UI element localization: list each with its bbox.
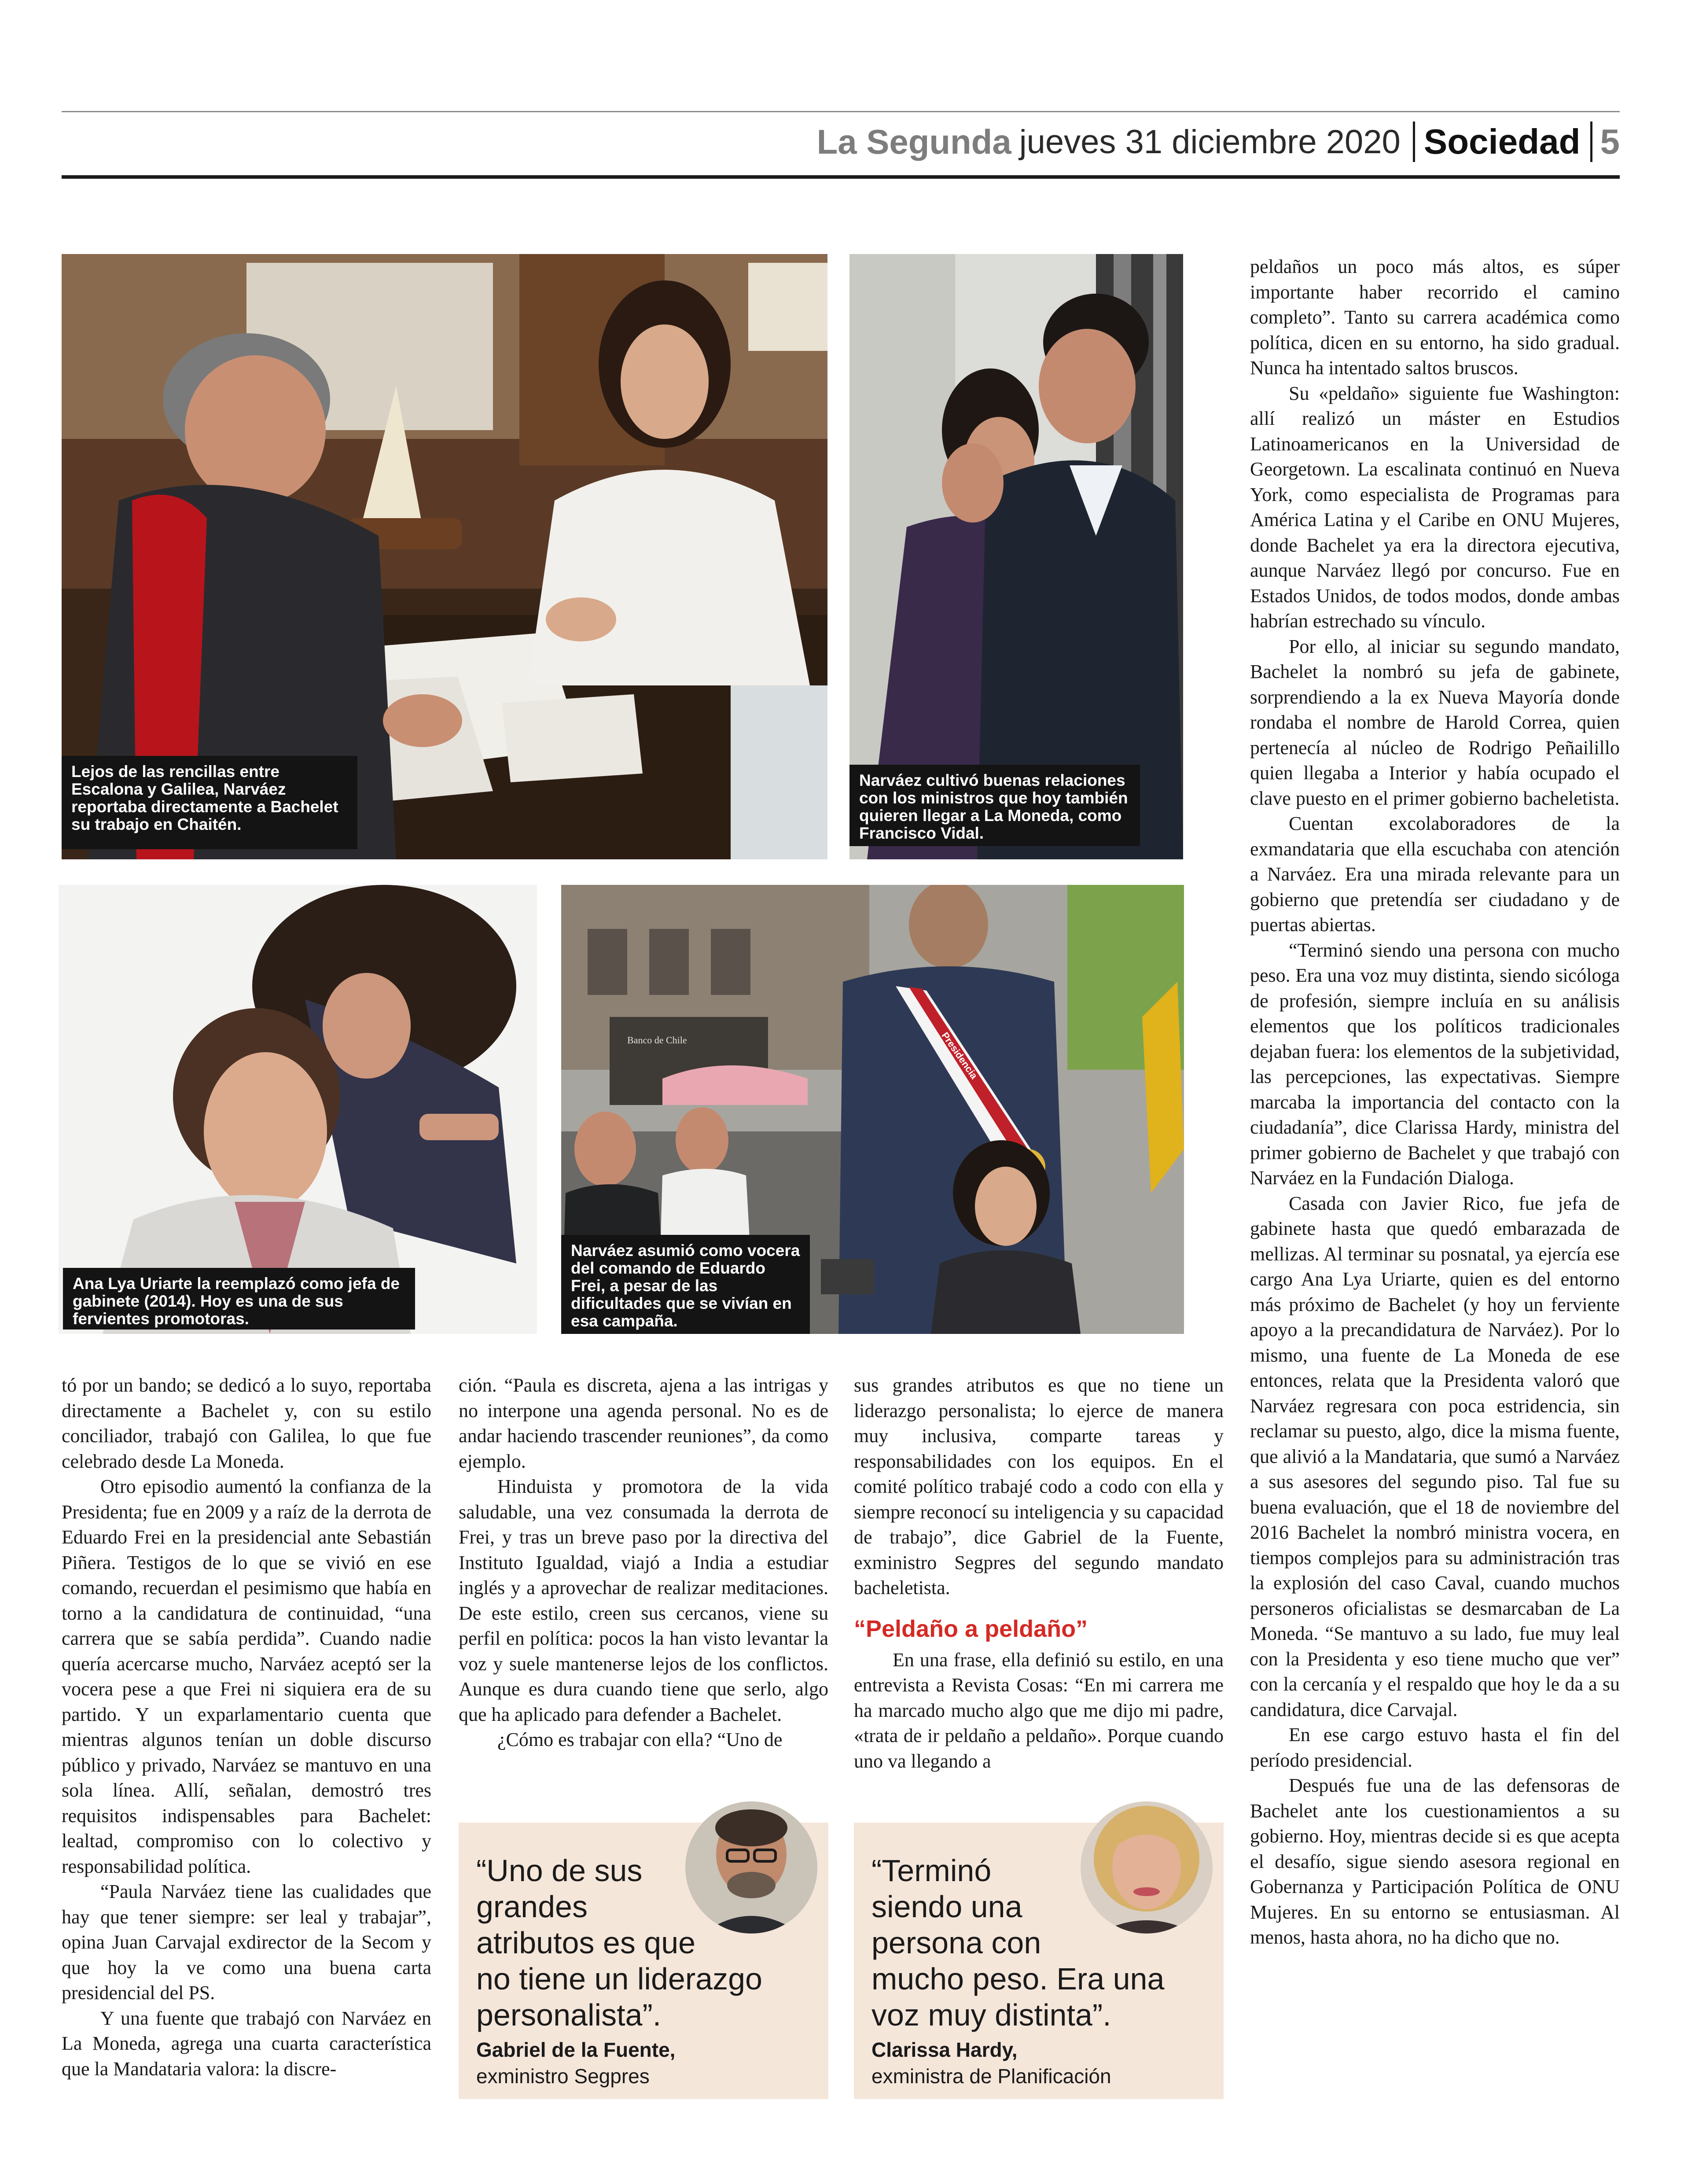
header-divider (1413, 122, 1415, 162)
sash-text: Presidencia (939, 1030, 980, 1081)
quote-line: voz muy distinta”. (871, 1998, 1111, 2032)
paragraph: sus grandes atributos es que no tiene un liderazgo personalista; lo ejerce de manera muy inclusiva, comparte tareas y responsabilidades con los equipos. En el comité político trabajé codo a codo con ella y siempre reconocí su inteligencia y su capacidad de trabajo”, dice Gabriel de la Fuente, exministro Segpres del segundo mandato bacheletista. (854, 1374, 1224, 1598)
paragraph: “Terminó siendo una persona con mucho peso. Era una voz muy distinta, siendo sicóloga de profesión, siempre incluía en su análisis elementos que los políticos tradicionales dejaban fuera: los elementos de la subjetividad, las percepciones, las expectativas. Siempre marcaba la importancia del contacto con la ciudadanía”, dice Clarissa Hardy, ministra del primer gobierno de Bachelet y que trabajó con Narváez en la Fundación Dialoga. (1250, 939, 1620, 1189)
paragraph: Hinduista y promotora de la vida saludable, una vez consumada la derrota de Frei, y tras un breve paso por la directiva del Instituto Igualdad, viajó a India a estudiar inglés y a aprovechar de realizar meditaciones. De este estilo, creen sus cercanos, viene su perfil en política: pocos la han visto levantar la voz y suele mantenerse lejos de los conflictos. Aunque es dura cuando tiene que serlo, algo que ha aplicado para defender a Bachelet. (459, 1476, 828, 1725)
pull-quote-de-la-fuente (459, 1823, 828, 2099)
photo-vidal-embrace (849, 254, 1183, 859)
quote-line: “Uno de sus (476, 1853, 643, 1888)
page-number: 5 (1600, 122, 1620, 161)
quote-author-role: exministra de Planificación (871, 2065, 1111, 2088)
quote-line: personalista”. (476, 1998, 662, 2032)
quote-line: “Terminó (871, 1853, 992, 1888)
photo-caption: Narváez asumió como vocera del comando de Eduardo Frei, a pesar de las dificultades que se vivían en esa campaña. (561, 1235, 810, 1334)
photo-caption: Lejos de las rencillas entre Escalona y Galilea, Narváez reportaba directamente a Bachelet su trabajo en Chaitén. (62, 756, 357, 849)
photo-frei-campaign (561, 885, 1184, 1334)
quote-author: Clarissa Hardy, (871, 2038, 1018, 2061)
newspaper-name: La Segunda (816, 122, 1011, 161)
header-rule-top (62, 111, 1620, 112)
header-rule-bottom (62, 175, 1620, 179)
article-column-4 (1250, 254, 1620, 1950)
quote-line: grandes (476, 1889, 588, 1924)
paragraph: ¿Cómo es trabajar con ella? “Uno de (497, 1729, 783, 1750)
photo-chaiten-meeting (62, 254, 827, 859)
paragraph: Y una fuente que trabajó con Narváez en La Moneda, agrega una cuarta característica que la Mandataria valora: la discre- (62, 2007, 431, 2080)
bank-sign: Banco de Chile (627, 1035, 687, 1046)
paragraph: En una frase, ella definió su estilo, en una entrevista a Revista Cosas: “En mi carrera me ha marcado mucho algo que me dijo mi padre, «trata de ir peldaño a peldaño». Porque cuando uno va llegando a (854, 1649, 1224, 1772)
section-name: Sociedad (1423, 122, 1581, 161)
paragraph: “Paula Narváez tiene las cualidades que hay que tener siempre: ser leal y trabajar”, opina Juan Carvajal exdirector de la Secom y que hoy la ve como una buena carta presidencial del PS. (62, 1881, 431, 2004)
paragraph: Después fue una de las defensoras de Bachelet ante los cuestionamientos a su gobierno. Hoy, mientras decide si es que acepta el desafío, sigue siendo asesora regional en Gobernanza y Participación Política de ONU Mujeres. En su entorno se entusiasman. Al menos, hasta ahora, no ha dicho que no. (1250, 1775, 1620, 1948)
quote-text (476, 1853, 762, 2033)
paragraph: Su «peldaño» siguiente fue Washington: allí realizó un máster en Estudios Latinoamericanos en la Universidad de Georgetown. La escalinata continuó en Nueva York, como especialista de Programas para América Latina y el Caribe en ONU Mujeres, donde Bachelet ya era la directora ejecutiva, aunque Narváez llegó por concurso. Fue en Estados Unidos, de todos modos, donde ambas habrían estrechado su vínculo. (1250, 382, 1620, 632)
photo-caption: Narváez cultivó buenas relaciones con los ministros que hoy también quieren llegar a La Moneda, como Francisco Vidal. (849, 765, 1140, 846)
photo-uriarte (59, 885, 537, 1334)
page-header (817, 115, 1620, 168)
photo-illustration (59, 885, 537, 1334)
paragraph: En ese cargo estuvo hasta el fin del período presidencial. (1250, 1724, 1620, 1771)
quote-text (871, 1853, 1164, 2033)
subheading: “Peldaño a peldaño” (854, 1615, 1088, 1642)
quote-line: persona con (871, 1926, 1041, 1960)
paragraph: tó por un bando; se dedicó a lo suyo, reportaba directamente a Bachelet y, con su estilo conciliador, trabajó con Galilea, lo que fue celebrado desde La Moneda. (62, 1374, 431, 1472)
pull-quote-hardy (854, 1823, 1224, 2099)
paragraph: Cuentan excolaboradores de la exmandataria que ella escuchaba con atención a Narváez. Era una mirada relevante para un gobierno que pretendía ser ciudadano y de puertas abiertas. (1250, 813, 1620, 935)
paragraph: peldaños un poco más altos, es súper importante haber recorrido el camino completo”. Tanto su carrera académica como política, dicen en su entorno, ha sido gradual. Nunca ha intentado saltos bruscos. (1250, 256, 1620, 379)
paragraph: Casada con Javier Rico, fue jefa de gabinete hasta que quedó embarazada de mellizas. Al terminar su posnatal, ya ejercía ese cargo Ana Lya Uriarte, quien es del entorno más próximo de Bachelet (y hoy un ferviente apoyo a la precandidatura de Narváez). Por lo mismo, una fuente de La Moneda de ese entonces, relata que la Presidenta valoró que Narváez regresara con poca estridencia, sin reclamar su puesto, algo, dice la misma fuente, que alivió a la Mandataria, que sumó a Narváez a sus asesores del segundo piso. Tal fue su buena evaluación, que el 18 de noviembre del 2016 Bachelet la nombró ministra vocera, en tiempos complejos para su administración tras la explosión del caso Caval, cuando muchos personeros oficialistas se desmarcaban de La Moneda. “Se mantuvo a su lado, fue muy leal con la Presidenta y eso tiene mucho que ver” con la cercanía y el respaldo que hoy le da a su candidatura, dice Carvajal. (1250, 1192, 1620, 1720)
quote-author: Gabriel de la Fuente, (476, 2038, 676, 2061)
paragraph: Otro episodio aumentó la confianza de la Presidenta; fue en 2009 y a raíz de la derrota de Eduardo Frei en la presidencial ante Sebastián Piñera. Testigos de lo que se vivió en ese comando, recuerdan el pesimismo que había en torno a la candidatura de continuidad, “una carrera que se sabía perdida”. Cuando nadie quería acercarse mucho, Narváez aceptó ser la vocera pese a que Frei ni siquiera era de su partido. Y un exparlamentario cuenta que mientras algunos tenían un doble discurso público y privado, Narváez se mantuvo en una sola línea. Allí, señalan, demostró tres requisitos indispensables para Bachelet: lealtad, compromiso con lo colectivo y responsabilidad política. (62, 1476, 431, 1877)
photo-caption: Ana Lya Uriarte la reemplazó como jefa de gabinete (2014). Hoy es una de sus fervientes promotoras. (63, 1268, 415, 1330)
paragraph: Por ello, al iniciar su segundo mandato, Bachelet la nombró su jefa de gabinete, sorprendiendo a la ex Nueva Mayoría donde rondaba el nombre de Harold Correa, quien pertenecía al núcleo de Rodrigo Peñailillo quien llegaba a Interior y había ocupado el clave puesto en el primer gobierno bacheletista. (1250, 635, 1620, 809)
quote-line: no tiene un liderazgo (476, 1962, 762, 1996)
issue-date: jueves 31 diciembre 2020 (1019, 123, 1401, 161)
article-column-2 (459, 1373, 828, 1753)
quote-line: atributos es que (476, 1926, 696, 1960)
quote-line: siendo una (871, 1889, 1022, 1924)
paragraph: ción. “Paula es discreta, ajena a las intrigas y no interpone una agenda personal. No es de andar haciendo trascender reuniones”, da como ejemplo. (459, 1374, 828, 1472)
quote-author-role: exministro Segpres (476, 2065, 650, 2088)
article-column-3 (854, 1373, 1224, 1774)
quote-line: mucho peso. Era una (871, 1962, 1165, 1996)
header-divider-2 (1590, 122, 1592, 162)
article-column-1 (62, 1373, 431, 2081)
